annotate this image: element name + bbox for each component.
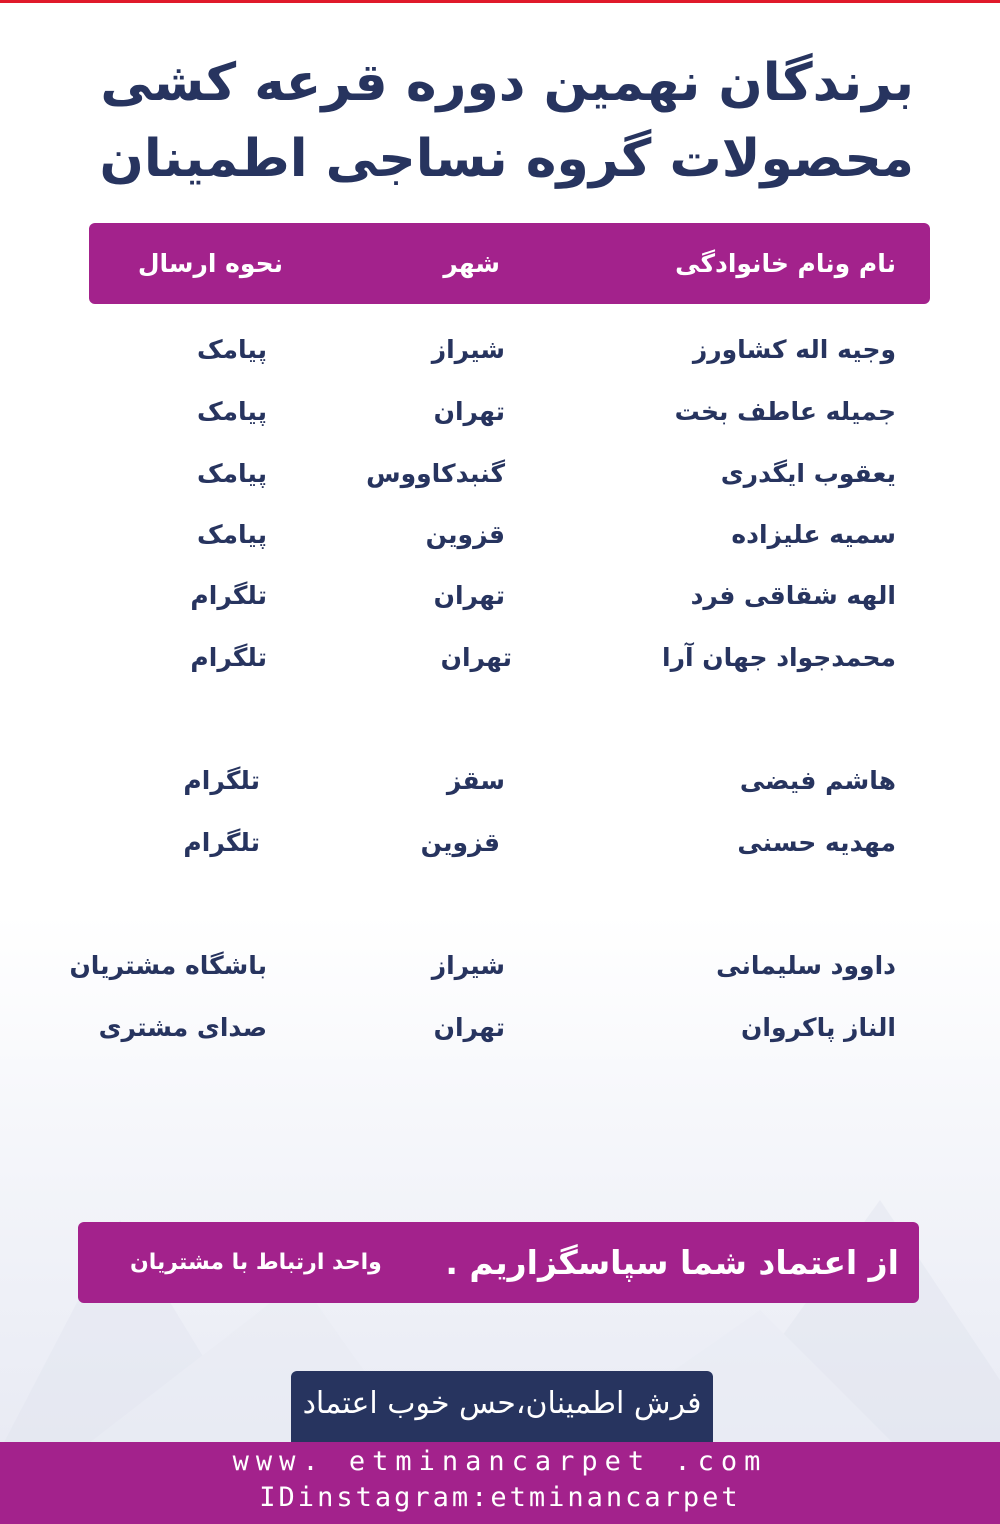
winner-city: سقز (446, 766, 505, 795)
winner-city: شیراز (431, 335, 505, 364)
footer (0, 1442, 1000, 1524)
winner-city: تهران (433, 397, 505, 426)
winner-name: الناز پاکروان (741, 1013, 896, 1042)
instagram-text: IDinstagram:etminancarpet (259, 1482, 741, 1513)
header-name: نام ونام خانوادگی (675, 249, 896, 278)
winner-city: گنبدکاووس (366, 459, 505, 488)
website-text: www. etminancarpet .com (232, 1446, 768, 1477)
winner-city: تهران (433, 1013, 505, 1042)
winner-name: سمیه علیزاده (731, 520, 896, 549)
header-method: نحوه ارسال (137, 249, 283, 278)
slogan-label: فرش اطمینان،حس خوب اعتماد (291, 1371, 713, 1443)
winner-name: وجیه اله کشاورز (692, 335, 896, 364)
winner-city: تهران (433, 581, 505, 610)
winner-method: تلگرام (183, 766, 260, 795)
table-header (89, 223, 930, 304)
thanks-banner (78, 1222, 919, 1303)
winner-method: پیامک (196, 520, 267, 549)
page-title-line2: محصولات گروه نساجی اطمینان (99, 129, 914, 189)
winner-method: پیامک (196, 335, 267, 364)
winner-name: جمیله عاطف بخت (674, 397, 896, 426)
winner-method: پیامک (196, 459, 267, 488)
header-city: شهر (443, 249, 500, 278)
winner-city: قزوین (420, 828, 500, 857)
winner-method: صدای مشتری (98, 1013, 267, 1042)
winner-method: پیامک (196, 397, 267, 426)
winner-name: محمدجواد جهان آرا (662, 643, 896, 672)
thanks-message: از اعتماد شما سپاسگزاریم . (445, 1243, 899, 1282)
winner-method: تلگرام (183, 828, 260, 857)
winner-city: قزوین (425, 520, 505, 549)
winner-method: باشگاه مشتریان (69, 951, 267, 980)
winner-city: تهران (440, 643, 512, 672)
thanks-department: واحد ارتباط با مشتریان (130, 1250, 382, 1275)
winner-name: الهه شقاقی فرد (690, 581, 896, 610)
winner-name: مهدیه حسنی (737, 828, 896, 857)
winner-name: هاشم فیضی (739, 766, 896, 795)
winner-name: داوود سلیمانی (716, 951, 896, 980)
top-accent-line (0, 0, 1000, 3)
winner-city: شیراز (431, 951, 505, 980)
page-title-line1: برندگان نهمین دوره قرعه کشی (100, 53, 914, 113)
winner-method: تلگرام (190, 581, 267, 610)
winner-name: یعقوب ایگدری (720, 459, 896, 488)
winner-method: تلگرام (190, 643, 267, 672)
